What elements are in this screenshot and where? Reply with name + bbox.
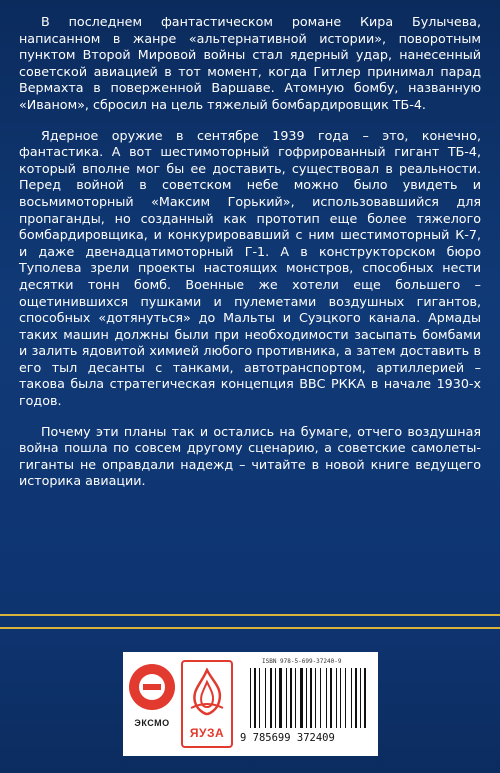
gold-divider-line bbox=[0, 614, 500, 616]
isbn-barcode bbox=[240, 658, 372, 746]
eksmo-logo bbox=[127, 664, 177, 744]
yauza-flame-icon bbox=[187, 668, 227, 718]
paragraph-3: Почему эти планы так и остались на бумаге, отчего воздушная война пошла по совсем другому сценарию, а советские самолеты-гиганты не оправдали надежд – читайте в новой книге ведущего историка авиации. bbox=[19, 423, 481, 489]
eksmo-logo-label: ЭКСМО bbox=[134, 718, 170, 728]
yauza-logo bbox=[181, 660, 233, 748]
isbn-caption: ISBN 978-5-699-37240-9 bbox=[262, 658, 342, 665]
eksmo-logo-icon bbox=[129, 664, 175, 710]
barcode-icon bbox=[250, 668, 366, 728]
annotation-text bbox=[19, 14, 481, 504]
paragraph-1: В последнем фантастическом романе Кира Булычева, написанном в жанре «альтернативной истории», поворотным пунктом Второй Мировой войны стал ядерный удар, нанесенный советской авиацией в тот момент, когда Гитлер принимал парад Вермахта в поверженной Варшаве. Атомную бомбу, названную «Иваном», сбросил на цель тяжелый бомбардировщик ТБ-4. bbox=[19, 14, 481, 112]
yauza-logo-label: ЯУЗА bbox=[189, 726, 225, 740]
paragraph-2: Ядерное оружие в сентябре 1939 года – это, конечно, фантастика. А вот шестимоторный гофрированный гигант ТБ-4, который вполне мог бы ее доставить, существовал в реальности. Перед войной в советском небе можно было увидеть и восьмимоторный «Максим Горький», использовавшийся для пропаганды, но созданный как прототип еще более тяжелого бомбардировщика, и конкурировавший с ним шестимоторный К-7, и даже двенадцатимоторный Г-1. А в конструкторском бюро Туполева зрели проекты настоящих монстров, способных нести десятки тонн бомб. Военные же хотели еще большего – ощетинившихся пушками и пулеметами воздушных гигантов, способных «дотянуться» до Мальты и Суэцкого канала. Армады таких машин должны были при необходимости засыпать бомбами и залить ядовитой химией любого противника, а затем доставить в его тыл десанты с танками, автотранспортом, артиллерией – такова была стратегическая концепция ВВС РККА в начале 1930-х годов. bbox=[19, 127, 481, 409]
isbn-digits: 9 785699 372409 bbox=[240, 732, 335, 744]
gold-divider-line bbox=[0, 627, 500, 629]
